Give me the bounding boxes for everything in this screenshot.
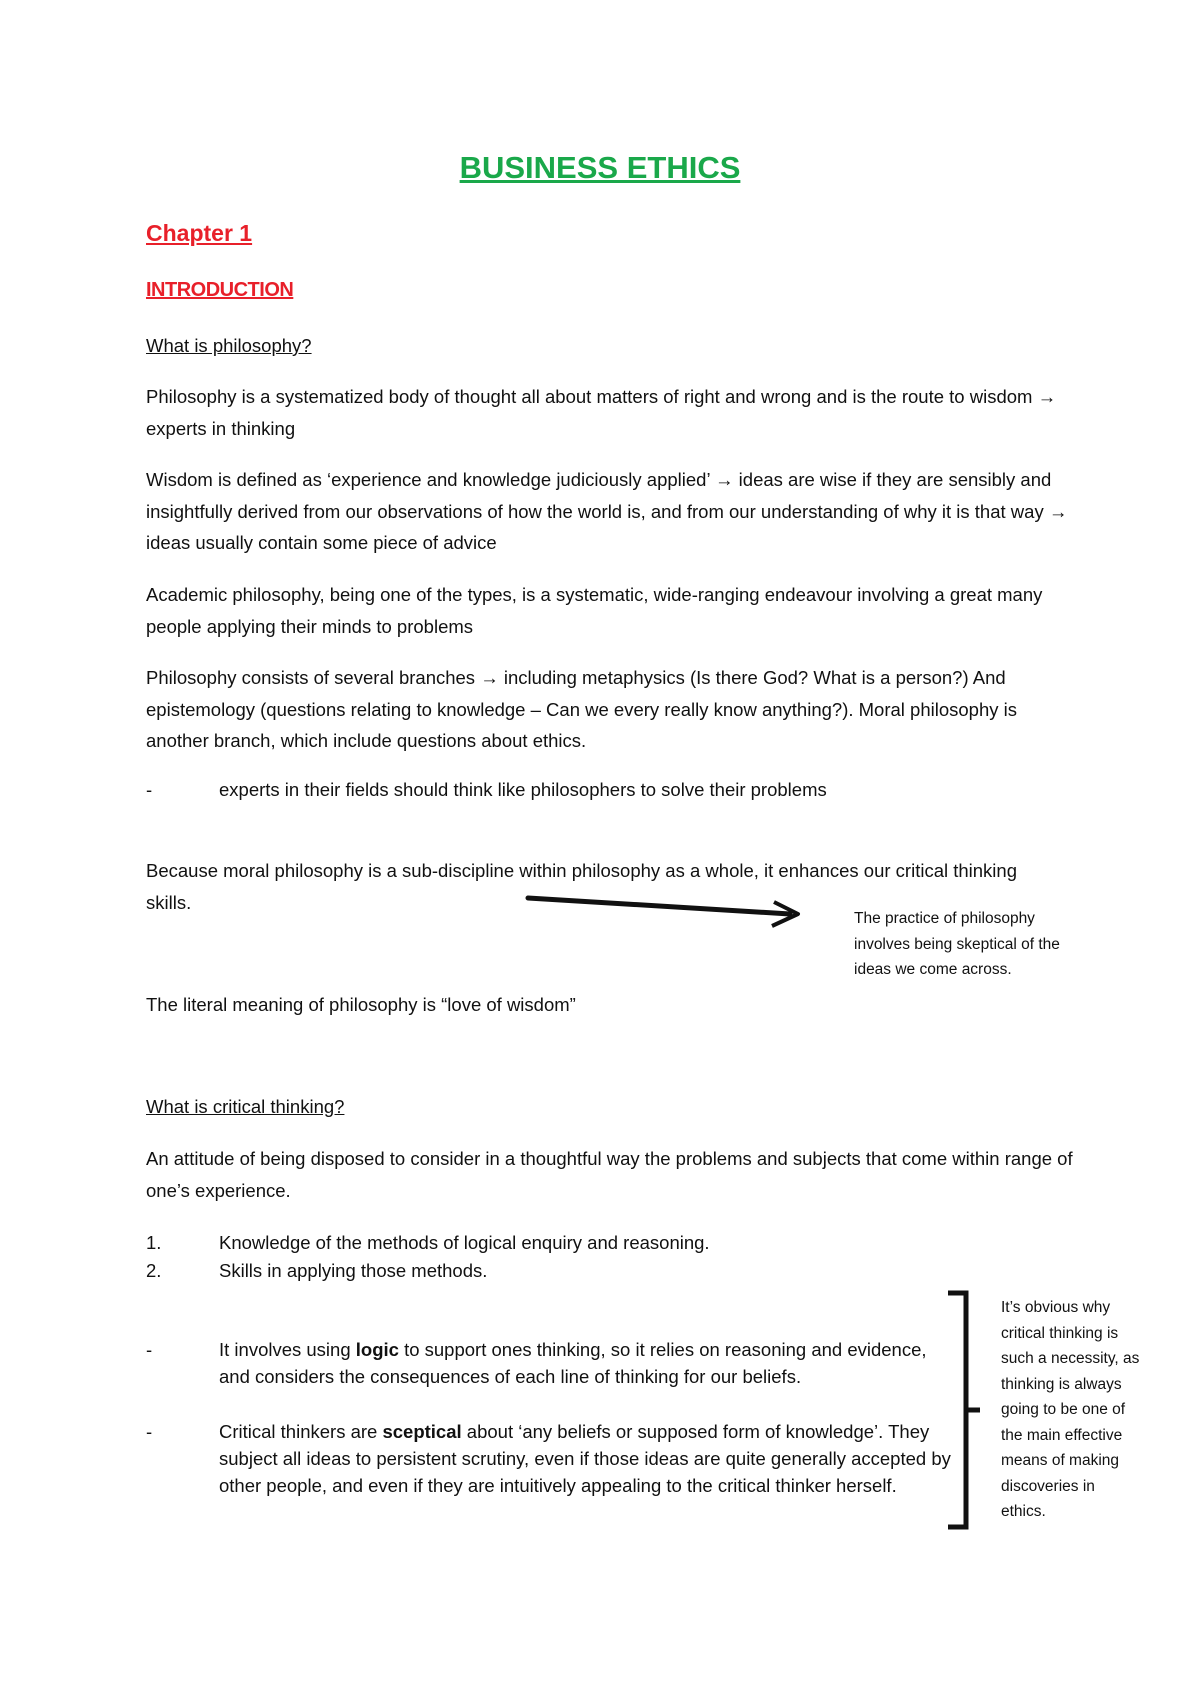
chapter-heading: Chapter 1 [146,220,253,246]
paragraph-wisdom-definition: Wisdom is defined as ‘experience and knowledge judiciously applied’ → ideas are wise if they are sensibly and insightfully derived from our observations of how the world is, and from our understanding of why it is that way → ideas usually contain some piece of advice [146,469,1068,553]
item-text: Knowledge of the methods of logical enquiry and reasoning. [219,1232,710,1253]
bullet-text-part: It involves using [219,1339,356,1360]
side-note-critical-thinking: It’s obvious why critical thinking is such a necessity, as thinking is always going to be one of the main effective means of making discoveries in ethics. [1001,1299,1140,1520]
bullet-text-bold: logic [355,1339,399,1360]
paragraph-philosophy-definition: Philosophy is a systematized body of thought all about matters of right and wrong and is the route to wisdom → experts in thinking [146,386,1057,439]
item-number: 2. [146,1260,162,1281]
paragraph-critical-thinking-definition: An attitude of being disposed to consider in a thoughtful way the problems and subjects that come within range of one’s experience. [146,1148,1073,1201]
bullet-dash: - [146,1339,153,1360]
document-title: BUSINESS ETHICS [459,150,741,185]
bullet-text-part: to support ones thinking, so it relies on reasoning and evidence, and considers the consequences of each line of thinking for our beliefs. [219,1339,927,1387]
item-number: 1. [146,1232,162,1253]
question-heading-critical-thinking: What is critical thinking? [146,1096,345,1117]
item-text: Skills in applying those methods. [219,1260,488,1281]
section-heading-introduction: INTRODUCTION [146,279,294,301]
bullet-text: experts in their fields should think like philosophers to solve their problems [219,779,827,800]
bracket-shape [948,1293,966,1527]
bullet-dash: - [146,779,153,800]
bullet-text-part: about ‘any beliefs or supposed form of knowledge’. They subject all ideas to persistent scrutiny, even if those ideas are quite generally accepted by other people, and even if they are intuitively appealing to the critical thinker herself. [219,1421,951,1496]
bullet-text-bold: sceptical [382,1421,462,1442]
side-note-skepticism: The practice of philosophy involves being skeptical of the ideas we come across. [854,910,1060,978]
paragraph-academic-philosophy: Academic philosophy, being one of the types, is a systematic, wide-ranging endeavour involving a great many people applying their minds to problems [146,584,1043,637]
paragraph-literal-meaning: The literal meaning of philosophy is “love of wisdom” [146,994,576,1015]
question-heading-philosophy: What is philosophy? [146,335,312,356]
bullet-dash: - [146,1421,153,1442]
paragraph-critical-thinking-skills: Because moral philosophy is a sub-discipline within philosophy as a whole, it enhances our critical thinking skills. [146,860,1017,913]
paragraph-philosophy-branches: Philosophy consists of several branches → including metaphysics (Is there God? What is a person?) And epistemology (questions relating to knowledge – Can we every really know anything?). Moral philosophy is another branch, which include questions about ethics. [146,667,1017,751]
bullet-text-part: Critical thinkers are [219,1421,383,1442]
